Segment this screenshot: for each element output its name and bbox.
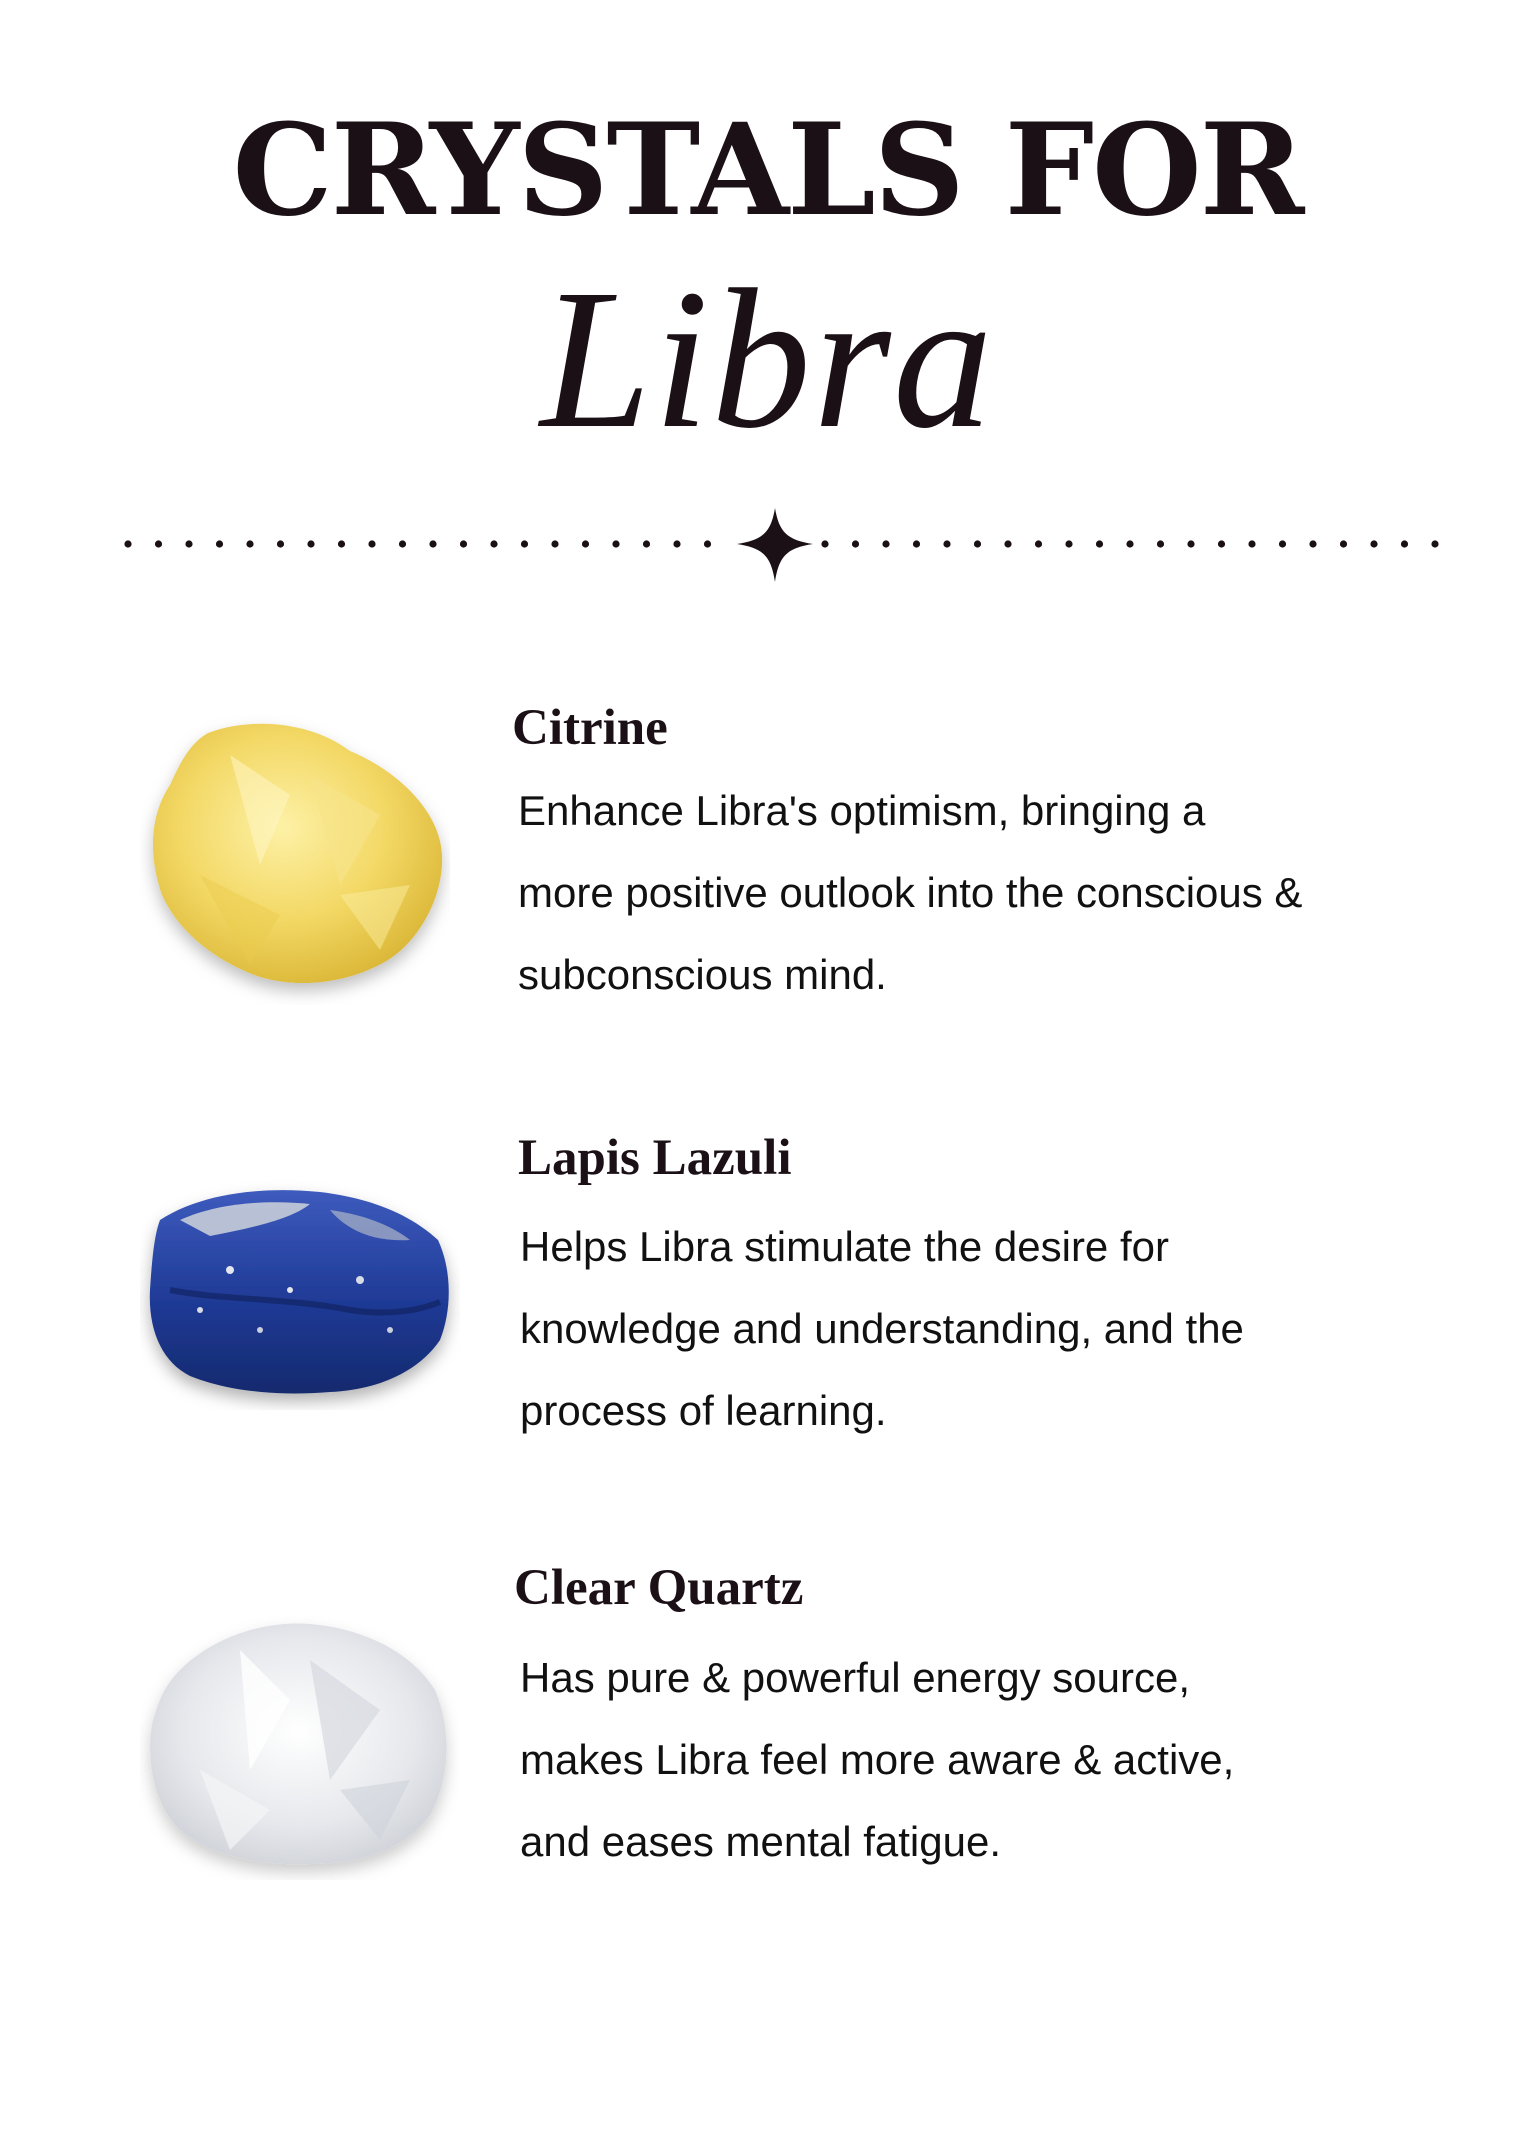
divider-dot xyxy=(551,540,558,547)
divider-dot xyxy=(124,540,131,547)
divider-dot xyxy=(429,540,436,547)
four-point-star-icon xyxy=(737,508,813,582)
divider-dot xyxy=(821,540,828,547)
divider-dot xyxy=(1309,540,1316,547)
divider-dot xyxy=(974,540,981,547)
crystal-name-clear-quartz: Clear Quartz xyxy=(514,1560,804,1616)
divider-dot xyxy=(1340,540,1347,547)
divider-dot xyxy=(704,540,711,547)
divider-dot xyxy=(338,540,345,547)
divider-dots-left xyxy=(124,540,711,547)
divider-dot xyxy=(1218,540,1225,547)
divider-dot xyxy=(490,540,497,547)
divider-dot xyxy=(460,540,467,547)
crystal-description-lapis-lazuli xyxy=(520,1206,1450,1452)
divider-dots-right xyxy=(821,540,1438,547)
divider-dot xyxy=(943,540,950,547)
description-line: process of learning. xyxy=(520,1387,887,1434)
divider-dot xyxy=(1065,540,1072,547)
divider-dot xyxy=(882,540,889,547)
divider-dot xyxy=(673,540,680,547)
description-line: knowledge and understanding, and the xyxy=(520,1305,1244,1352)
description-line: subconscious mind. xyxy=(518,951,887,998)
divider-dot xyxy=(582,540,589,547)
divider-dot xyxy=(277,540,284,547)
lapis-lazuli-icon xyxy=(140,1180,460,1410)
description-line: Enhance Libra's optimism, bringing a xyxy=(518,787,1206,834)
divider-dot xyxy=(216,540,223,547)
divider-dot xyxy=(1431,540,1438,547)
divider-dot xyxy=(307,540,314,547)
citrine-icon xyxy=(140,715,450,1005)
description-line: Helps Libra stimulate the desire for xyxy=(520,1223,1169,1270)
divider-dot xyxy=(185,540,192,547)
divider-dot xyxy=(1157,540,1164,547)
divider-dot xyxy=(1248,540,1255,547)
description-line: makes Libra feel more aware & active, xyxy=(520,1736,1235,1783)
divider-dot xyxy=(913,540,920,547)
description-line: Has pure & powerful energy source, xyxy=(520,1654,1191,1701)
divider-dot xyxy=(1035,540,1042,547)
divider-dot xyxy=(1279,540,1286,547)
crystal-description-citrine xyxy=(518,770,1448,1016)
divider-dot xyxy=(155,540,162,547)
divider-dot xyxy=(399,540,406,547)
crystal-name-lapis-lazuli: Lapis Lazuli xyxy=(518,1130,792,1186)
title-line-2: Libra xyxy=(540,249,995,470)
description-line: and eases mental fatigue. xyxy=(520,1818,1001,1865)
divider-dot xyxy=(643,540,650,547)
crystal-name-citrine: Citrine xyxy=(512,700,668,756)
divider-dot xyxy=(1126,540,1133,547)
divider-dot xyxy=(1187,540,1194,547)
dotted-divider xyxy=(0,500,1535,590)
crystal-description-clear-quartz xyxy=(520,1637,1450,1883)
divider-dot xyxy=(852,540,859,547)
divider-dot xyxy=(1096,540,1103,547)
description-line: more positive outlook into the conscious & xyxy=(518,869,1303,916)
clear-quartz-icon xyxy=(140,1610,460,1880)
divider-dot xyxy=(368,540,375,547)
divider-dot xyxy=(1401,540,1408,547)
divider-dot xyxy=(521,540,528,547)
divider-dot xyxy=(246,540,253,547)
title-line-1: CRYSTALS FOR xyxy=(232,96,1303,244)
divider-dot xyxy=(1004,540,1011,547)
divider-dot xyxy=(612,540,619,547)
divider-dot xyxy=(1370,540,1377,547)
